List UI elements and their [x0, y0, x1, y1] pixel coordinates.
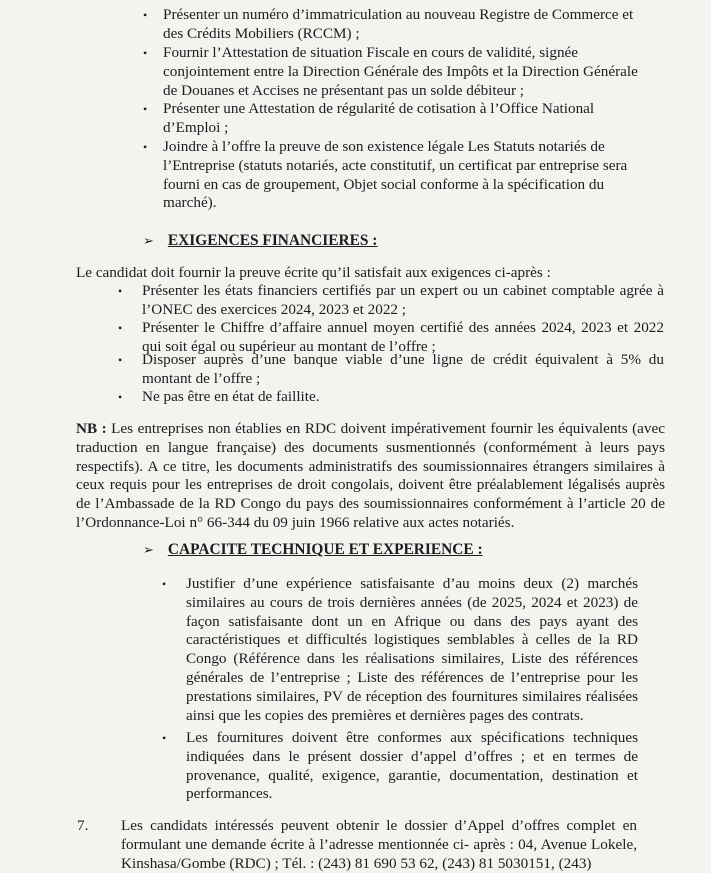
list-item: [143, 138, 643, 213]
bullet: •: [118, 284, 123, 298]
list-item-text: Les fournitures doivent être conformes aux spécifications techniques indiquées dans le présent dossier d’appel d’offres ; et en termes de provenance, qualité, exigence, garantie, documentation, destination et performances.: [186, 729, 638, 803]
bullet: •: [143, 8, 148, 22]
list-item: [162, 575, 638, 725]
bullet: •: [143, 46, 148, 60]
list-item: [162, 729, 638, 804]
bullet: •: [162, 731, 167, 745]
list-item: [118, 388, 664, 407]
list-item: [143, 44, 643, 100]
list-item-text: Présenter une Attestation de régularité de cotisation à l’Office National d’Emploi ;: [163, 100, 595, 136]
arrow-bullet-icon: ➢: [143, 233, 154, 248]
list-item-text: Joindre à l’offre la preuve de son existence légale Les Statuts notariés de l’Entreprise (statuts notariés, acte constitutif, un certificat par entreprise sera fourni en cas de groupement, Objet social conforme à la spécification du marché).: [163, 138, 628, 212]
list-item-text: Fournir l’Attestation de situation Fiscale en cours de validité, signée conjointement entre la Direction Générale des Impôts et la Direction Générale de Douanes et Accises ne présentant pas un solde débiteur ;: [163, 44, 638, 99]
list-item-text: Justifier d’une expérience satisfaisante d’au moins deux (2) marchés similaires au cours de trois dernières années (de 2025, 2024 et 2023) de façon satisfaisante dont un en Afrique ou dans des pays ayant des caractéristiques et difficultés logistiques semblables à celles de la RD Congo (Référence dans les réalisations similaires, Liste des références générales de l’entreprise ; Liste des références de l’entreprise pour les prestations similaires, PV de réception des fournitures similaires réalisées ainsi que les copies des premières et dernières pages des contrats.: [186, 575, 638, 724]
arrow-bullet-icon: ➢: [143, 542, 154, 557]
list-item-text: Ne pas être en état de faillite.: [142, 388, 320, 405]
list-item: [143, 6, 643, 44]
bullet: •: [143, 140, 148, 154]
section-heading-technical: [143, 541, 483, 560]
bullet: •: [118, 353, 123, 367]
nb-text: Les entreprises non établies en RDC doivent impérativement fournir les équivalents (avec traduction en langue française) des documents susmentionnés (conformément à leurs pays respectifs). A ce titre, les documents administratifs des soumissionnaires étrangers similaires à ceux requis pour les entreprises de droit congolais, doivent être préalablement légalisés auprès de l’Ambassade de la RD Congo du pays des soumissionnaires conformément à l’article 20 de l’Ordonnance-Loi n° 66-344 du 09 juin 1966 relative aux actes notariés.: [76, 420, 665, 531]
point-7-text: Les candidats intéressés peuvent obtenir le dossier d’Appel d’offres complet en formulant une demande écrite à l’adresse mentionnée ci- après : 04, Avenue Lokele, Kinshasa/Gombe (RDC) ; Tél. : (243) 81 690 53 62, (243) 81 5030151, (243): [121, 817, 637, 872]
list-item: [118, 282, 664, 320]
list-item-text: Présenter les états financiers certifiés par un expert ou un cabinet comptable agrée à l’ONEC des exercices 2024, 2023 et 2022 ;: [142, 282, 664, 318]
bullet: •: [118, 321, 123, 335]
list-item: [143, 100, 643, 138]
heading-text: CAPACITE TECHNIQUE ET EXPERIENCE :: [167, 541, 483, 558]
list-item-text: Présenter le Chiffre d’affaire annuel moyen certifié des années 2024, 2023 et 2022 qui soit égal ou supérieur au montant de l’offre ;: [142, 319, 664, 355]
list-item-text: Disposer auprès d’une banque viable d’une ligne de crédit équivalent à 5% du montant de l’offre ;: [142, 351, 664, 387]
nb-paragraph: [76, 420, 665, 533]
nb-label: NB :: [76, 420, 107, 437]
heading-text: EXIGENCES FINANCIERES :: [167, 232, 378, 249]
bullet: •: [143, 102, 148, 116]
bullet: •: [118, 390, 123, 404]
point-number: 7.: [77, 817, 89, 834]
section-heading-financial: [143, 232, 377, 251]
list-item: [118, 351, 664, 389]
list-item-text: Présenter un numéro d’immatriculation au nouveau Registre de Commerce et des Crédits Mobiliers (RCCM) ;: [163, 6, 634, 42]
bullet: •: [162, 577, 167, 591]
financial-intro: Le candidat doit fournir la preuve écrite qu’il satisfait aux exigences ci-après :: [76, 264, 551, 281]
